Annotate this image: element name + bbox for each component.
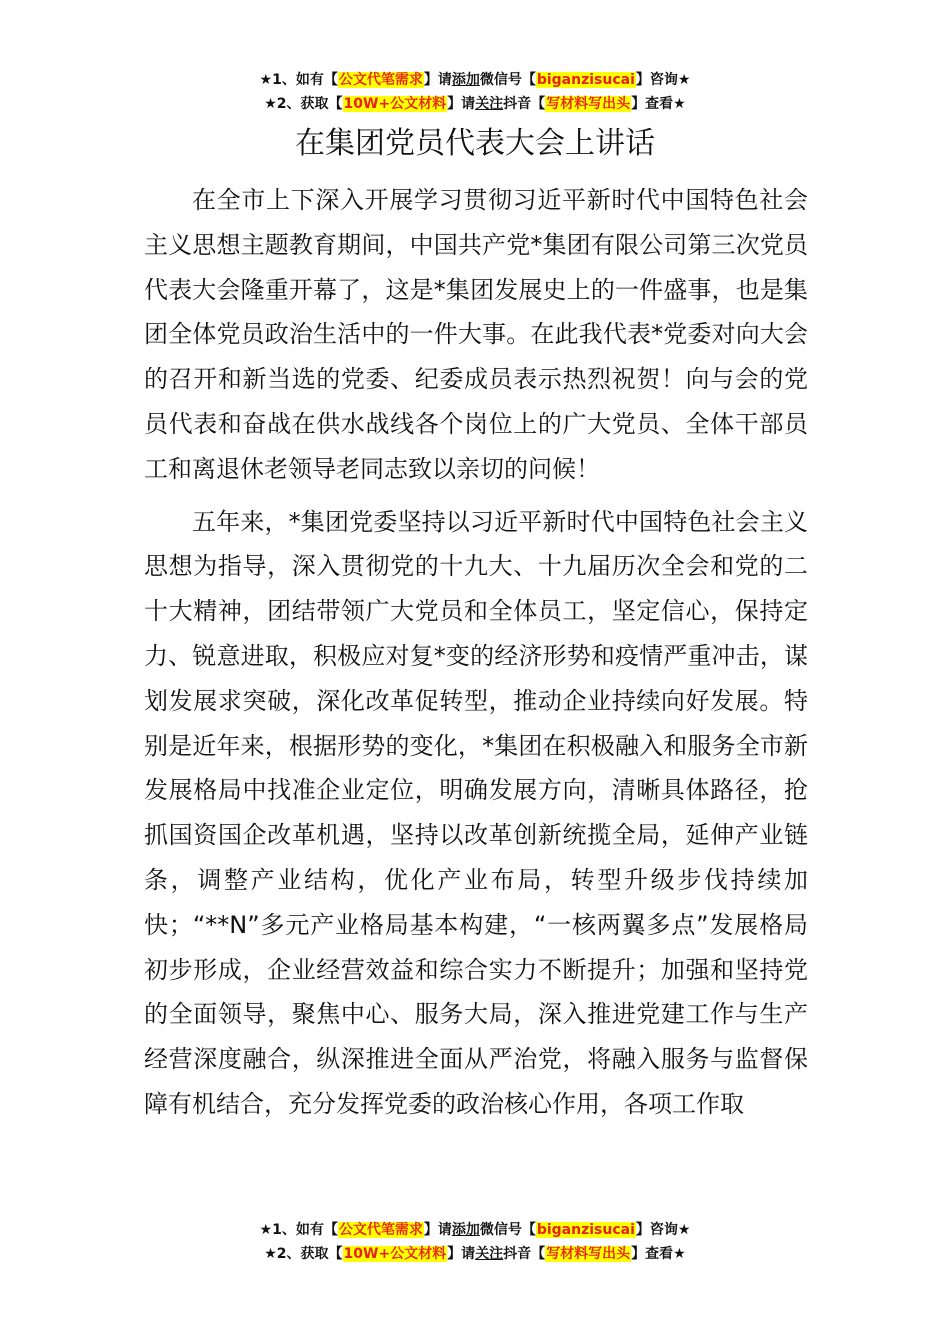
promo-text: 】请: [447, 1246, 476, 1262]
footer-promo-banner: [0, 1218, 950, 1266]
promo-text: 抖音【: [503, 96, 546, 112]
promo-highlight-wechat-id: biganzisucai: [536, 72, 635, 88]
body-paragraph-1: 在全市上下深入开展学习贯彻习近平新时代中国特色社会主义思想主题教育期间，中国共产党*集团有限公司第三次党员代表大会隆重开幕了，这是*集团发展史上的一件盛事，也是集团全体党员政治生活中的一件大事。在此我代表*党委对向大会的召开和新当选的党委、纪委成员表示热烈祝贺！向与会的党员代表和奋战在供水战线各个岗位上的广大党员、全体干部员工和离退休老领导老同志致以亲切的问候！: [144, 186, 808, 483]
promo-highlight-materials: 10W+公文材料: [343, 1246, 447, 1262]
document-title: 在集团党员代表大会上讲话: [295, 126, 655, 161]
promo-text: 】请: [447, 96, 476, 112]
document-body: [144, 178, 808, 1135]
promo-text: 】请: [423, 72, 452, 88]
footer-promo-line-1: [0, 1218, 950, 1242]
promo-highlight-service: 公文代笔需求: [338, 1222, 423, 1238]
promo-text: ★1、如有【: [259, 72, 338, 88]
promo-text: 】咨询★: [635, 72, 691, 88]
promo-highlight-douyin-id: 写材料写出头: [546, 1246, 631, 1262]
promo-underlined-word: 添加: [451, 72, 480, 88]
promo-text: 】咨询★: [635, 1222, 691, 1238]
header-promo-line-2: [0, 92, 950, 116]
header-promo-banner: [0, 68, 950, 116]
header-promo-line-1: [0, 68, 950, 92]
footer-promo-line-2: [0, 1242, 950, 1266]
promo-text: 微信号【: [479, 1222, 536, 1238]
promo-text: 】查看★: [631, 96, 686, 112]
promo-text: ★2、获取【: [264, 96, 343, 112]
body-paragraph-2: 五年来，*集团党委坚持以习近平新时代中国特色社会主义思想为指导，深入贯彻党的十九大、十九届历次全会和党的二十大精神，团结带领广大党员和全体员工，坚定信心，保持定力、锐意进取，积极应对复*变的经济形势和疫情严重冲击，谋划发展求突破，深化改革促转型，推动企业持续向好发展。特别是近年来，根据形势的变化，*集团在积极融入和服务全市新发展格局中找准企业定位，明确发展方向，清晰具体路径，抢抓国资国企改革机遇，坚持以改革创新统揽全局，延伸产业链条，调整产业结构，优化产业布局，转型升级步伐持续加快；“**N”多元产业格局基本构建，“一核两翼多点”发展格局初步形成，企业经营效益和综合实力不断提升；加强和坚持党的全面领导，聚焦中心、服务大局，深入推进党建工作与生产经营深度融合，纵深推进全面从严治党，将融入服务与监督保障有机结合，充分发挥党委的政治核心作用，各项工作取: [144, 507, 808, 1118]
promo-underlined-word: 关注: [475, 1246, 504, 1262]
promo-highlight-materials: 10W+公文材料: [343, 96, 447, 112]
promo-text: 】查看★: [631, 1246, 686, 1262]
promo-text: ★1、如有【: [259, 1222, 338, 1238]
promo-text: 】请: [423, 1222, 452, 1238]
promo-highlight-douyin-id: 写材料写出头: [546, 96, 631, 112]
promo-text: 微信号【: [479, 72, 536, 88]
promo-underlined-word: 添加: [451, 1222, 480, 1238]
promo-text: ★2、获取【: [264, 1246, 343, 1262]
promo-underlined-word: 关注: [475, 96, 504, 112]
promo-highlight-wechat-id: biganzisucai: [536, 1222, 635, 1238]
promo-highlight-service: 公文代笔需求: [338, 72, 423, 88]
promo-text: 抖音【: [503, 1246, 546, 1262]
